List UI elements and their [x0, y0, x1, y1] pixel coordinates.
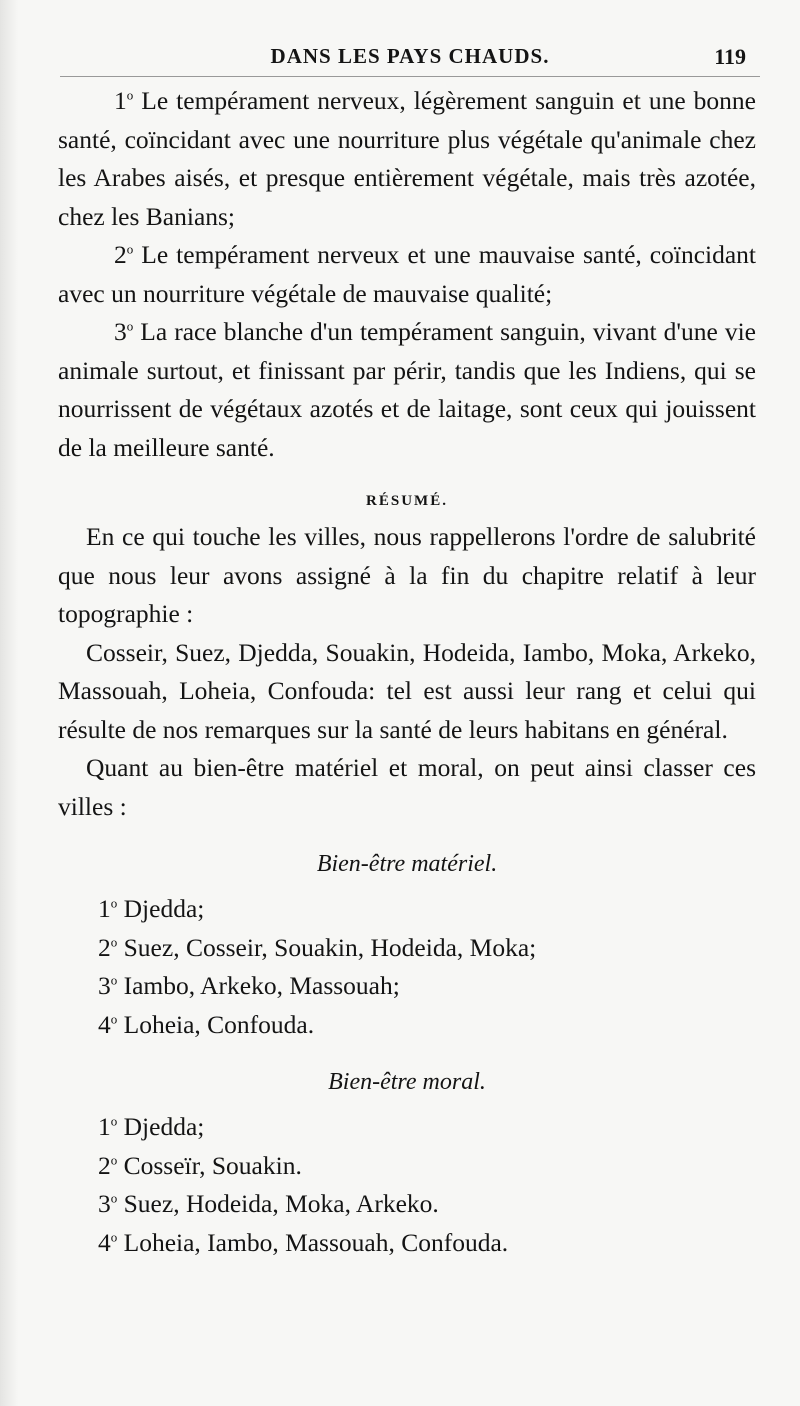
moral-list [58, 1108, 756, 1262]
body-text [58, 82, 756, 1262]
list-item: 2$^o$ Cosseïr, Souakin. [98, 1150, 302, 1180]
list-item: 3$^o$ Iambo, Arkeko, Massouah; [98, 971, 400, 1000]
item-number: 2$^o$ [114, 240, 134, 269]
resume-paragraph-2: Cosseir, Suez, Djedda, Souakin, Hodeida, Iambo, Moka, Arkeko, Massouah, Loheia, Confouda: tel est aussi leur rang et celui qui résulte de nos remarques sur la santé de leurs habitans en général. [58, 637, 756, 744]
material-heading: Bien-être matériel. [316, 851, 498, 877]
resume-paragraph-1: En ce qui touche les villes, nous rappellerons l'ordre de salubrité que nous leur avons assigné à la fin du chapitre relatif à leur topographie : [58, 522, 756, 628]
list-item: 1$^o$ Djedda; [98, 894, 205, 923]
material-list [58, 890, 756, 1044]
page-gutter [0, 0, 18, 1406]
running-head: DANS LES PAYS CHAUDS. [270, 44, 550, 68]
moral-heading: Bien-être moral. [328, 1069, 486, 1095]
list-item: 4$^o$ Loheia, Confouda. [98, 1009, 315, 1039]
list-item: 2$^o$ Suez, Cosseir, Souakin, Hodeida, Moka; [98, 932, 537, 962]
page-number: 119 [714, 44, 746, 69]
resume-heading: RÉSUMÉ. [366, 493, 448, 509]
item-number: 3$^o$ [114, 317, 134, 346]
intro-paragraph-3: 3$^o$ La race blanche d'un tempérament sanguin, vivant d'une vie animale surtout, et finissant par périr, tandis que les Indiens, qui se nourrissent de végétaux azotés et de laitage, sont ceux qui jouissent de la meilleure santé. [58, 313, 756, 467]
intro-paragraph-2: 2$^o$ Le tempérament nerveux et une mauvaise santé, coïncidant avec un nourriture végétale de mauvaise qualité; [58, 236, 756, 313]
list-item: 3$^o$ Suez, Hodeida, Moka, Arkeko. [98, 1189, 439, 1218]
page-header [60, 40, 760, 77]
item-number: 1$^o$ [114, 86, 134, 115]
intro-paragraph-1: 1$^o$ Le tempérament nerveux, légèrement sanguin et une bonne santé, coïncidant avec une nourriture plus végétale qu'animale chez les Arabes aisés, et presque entièrement végétale, mais très azotée, chez les Banians; [58, 82, 756, 236]
list-item: 4$^o$ Loheia, Iambo, Massouah, Confouda. [98, 1227, 509, 1257]
list-item: 1$^o$ Djedda; [98, 1112, 205, 1141]
resume-paragraph-3: Quant au bien-être matériel et moral, on peut ainsi classer ces villes : [58, 753, 756, 821]
